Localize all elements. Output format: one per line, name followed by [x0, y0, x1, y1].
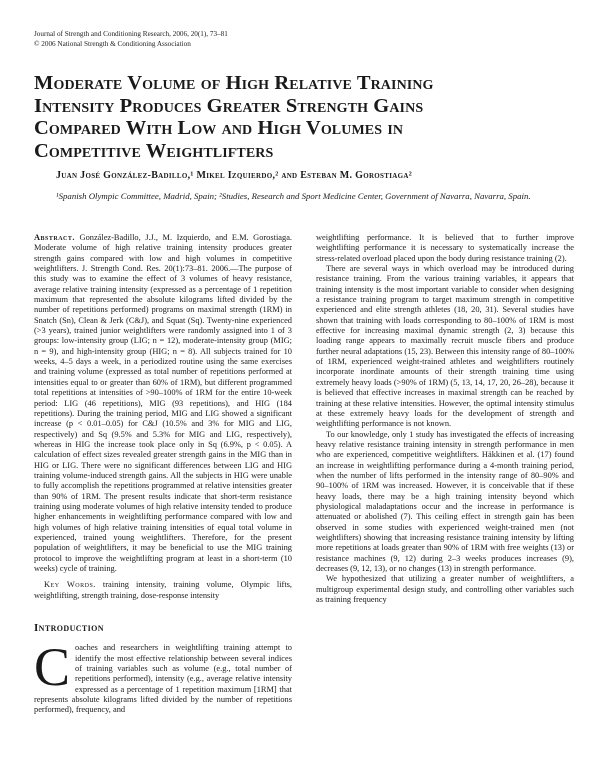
abstract-label: Abstract. — [34, 233, 75, 242]
author-list: Juan José González-Badillo,¹ Mikel Izquierdo,² and Esteban M. Gorostiaga² — [56, 170, 412, 181]
title-line: Compared With Low and High Volumes in — [34, 117, 404, 139]
journal-copyright: © 2006 National Strength & Conditioning Association — [34, 40, 191, 48]
right-column — [316, 233, 574, 605]
introduction-text: oaches and researchers in weightlifting training attempt to identify the most effective relationship between several indices of training variables such as volume (e.g., total number of repetitions performed), intensity (e.g., average relative intensity expressed as a percentage of 1 repetition maximum [1RM] that represents absolute kilograms lifted divided by the number of repetitions performed), frequency, and — [34, 643, 292, 715]
abstract — [34, 233, 292, 574]
body-paragraph: We hypothesized that utilizing a greater number of weightlifters, a multigroup experimental design study, and controlling other variables such as training frequency — [316, 574, 574, 605]
keywords-text: training intensity, training volume, Olympic lifts, weightlifting, strength training, dose-response intensity — [34, 580, 293, 600]
introduction-heading: Introduction — [34, 622, 104, 635]
affiliations: ¹Spanish Olympic Committee, Madrid, Spain; ²Studies, Research and Sport Medicine Center, Government of Navarra, Navarra, Spain. — [56, 191, 531, 201]
body-paragraph: weightlifting performance. It is believed that to further improve weightlifting performance it is necessary to systematically increase the stress-related overload placed upon the body during resistance training (2). — [316, 233, 574, 263]
introduction-paragraph — [34, 637, 292, 715]
title-line: Intensity Produces Greater Strength Gains — [34, 94, 424, 117]
abstract-text: González-Badillo, J.J., M. Izquierdo, and E.M. Gorostiaga. Moderate volume of high relative training intensity produces greater strength gains compared with low and high volumes in competitive weightlifters. J. Strength Cond. Res. 20(1):73–81. 2006.—The purpose of this study was to examine the effect of 3 volumes of heavy resistance, average relative training intensity (expressed as a percentage of 1 repetition maximum that represented the absolute kilograms lifted divided by the number of repetitions performed) programs on maximal strength (1RM) in Snatch (Sn), Clean & Jerk (C&J), and Squat (Sq). Twenty-nine experienced (>3 years), trained junior weightlifters were randomly assigned into 1 of 3 groups: low-intensity group (LIG; n = 12), moderate-intensity group (MIG; n = 9), and high-intensity group (HIG; n = 8). All subjects trained for 10 weeks, 4–5 days a week, in a periodized routine using the same exercises and training volume (expressed as total number of repetitions performed at intensities equal to or greater than 60% of 1RM), but different programmed total repetitions at intensities of >90–100% of 1RM for the entire 10-week period: LIG (46 repetitions), MIG (93 repetitions), and HIG (184 repetitions). During the training period, MIG and LIG showed a significant increase (p < 0.01–0.05) for C&J (10.5% and 3% for MIG and LIG, respectively) and Sq (9.5% and 5.3% for MIG and LIG, respectively), whereas in HIG the increase took place only in Sq (6.9%, p < 0.05). A calculation of effect sizes revealed greater strength gains in the MIG than in HIG or LIG. There were no significant differences between LIG and HIG training volume-induced strength gains. All the subjects in HIG were unable to fully accomplish the repetitions programmed at relative intensities greater than 90% of 1RM. The present results indicate that short-term resistance training using moderate volumes of high relative intensity tended to produce higher enhancements in weightlifting performance compared with low and high volumes of high relative training intensities of equal total volume in experienced, trained young weightlifters. Therefore, for the present population of weightlifters, it may be beneficial to use the MIG training protocol to improve the weightlifting program at least in a short-term (10 weeks) cycle of training. — [34, 233, 293, 573]
title-line: Moderate Volume of High Relative Training — [34, 72, 434, 94]
title-line: Competitive Weightlifters — [34, 139, 274, 162]
body-paragraph: To our knowledge, only 1 study has investigated the effects of increasing heavy relative resistance training intensity in strength performance in men who are experienced, competitive weightlifters. Häkkinen et al. (17) found an increase in weightlifting performance during a 4-month training period, when the number of lifts performed in the intensity range of 80–90% and 90–100% of 1RM was increased. However, it is conceivable that if these heavy loads, there may be a high training intensity beyond which physiological maladaptations occur and the increase in performance is attenuated or abolished (7). This ceiling effect in strength gain has been observed in some studies with experienced weight-trained men (not weightlifters) showing that increasing resistance training intensity by lifting more repetitions at loads greater than 90% of 1RM with free weights (13) or resistance machines (9, 12) during 2–3 weeks produces increases (9), decreases (9, 12, 13), or no changes (13) in strength performance. — [316, 429, 574, 573]
body-paragraph: There are several ways in which overload may be introduced during resistance training. From the various training variables, it appears that training intensity is the most important variable to consider when designing a resistance training program to target maximum strength in competitive experienced and elite strength athletes (18, 20, 31). Several studies have shown that training with loads corresponding to 80–100% of 1RM is most effective for increasing maximal dynamic strength (2, 3) because this loading range appears to maximally recruit muscle fibers and produce further neural adaptations (15, 23). Between this intensity range of 80–100% of 1RM, experienced weight-trained athletes and weightlifters routinely incorporate inordinate amounts of their strength training time using extremely heavy loads (>90% of 1RM) (5, 13, 14, 17, 20, 26–28), because it is believed that effective increases in maximal strength can be reached by training at these relative intensities. However, the optimal intensity stimulus at these extremely heavy loads for the development of strength and weightlifting performance is not known. — [316, 264, 574, 429]
journal-citation: Journal of Strength and Conditioning Research, 2006, 20(1), 73–81 — [34, 30, 228, 38]
article-title — [34, 72, 574, 162]
keywords — [34, 580, 292, 601]
left-column — [34, 233, 292, 716]
drop-cap: C — [34, 637, 71, 698]
keywords-label: Key Words. — [44, 580, 96, 590]
